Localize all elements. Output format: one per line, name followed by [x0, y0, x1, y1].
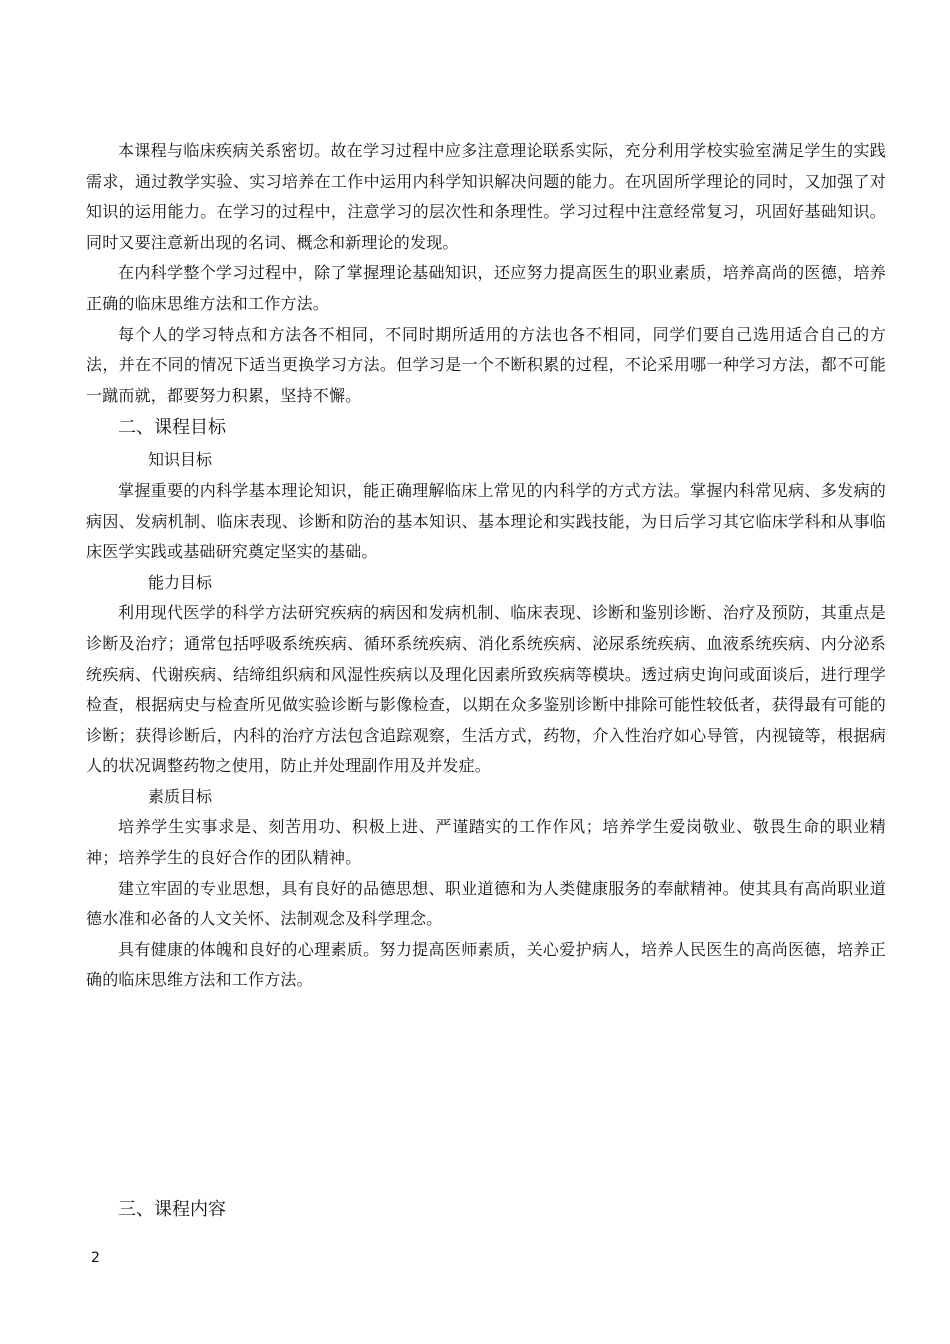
- quality-goal-paragraph-1: 培养学生实事求是、刻苦用功、积极上进、严谨踏实的工作作风；培养学生爱岗敬业、敬畏生命的职业精神；培养学生的良好合作的团队精神。: [86, 817, 886, 868]
- section2-heading: 二、课程目标: [118, 417, 226, 439]
- intro-paragraph-3: 每个人的学习特点和方法各不相同，不同时期所适用的方法也各不相同，同学们要自己选用适合自己的方法，并在不同的情况下适当更换学习方法。但学习是一个不断积累的过程，不论采用哪一种学习方法，都不可能一蹴而就，都要努力积累，坚持不懈。: [86, 324, 886, 405]
- ability-goal-heading: 能力目标: [148, 572, 213, 592]
- intro-paragraph-2: 在内科学整个学习过程中，除了掌握理论基础知识，还应努力提高医生的职业素质，培养高尚的医德，培养正确的临床思维方法和工作方法。: [86, 263, 886, 313]
- knowledge-goal-heading: 知识目标: [148, 450, 213, 470]
- quality-goal-paragraph-3: 具有健康的体魄和良好的心理素质。努力提高医师素质，关心爱护病人，培养人民医生的高尚医德，培养正确的临床思维方法和工作方法。: [86, 939, 886, 990]
- intro-paragraph-1: 本课程与临床疾病关系密切。故在学习过程中应多注意理论联系实际，充分利用学校实验室满足学生的实践需求，通过教学实验、实习培养在工作中运用内科学知识解决问题的能力。在巩固所学理论的同时，又加强了对知识的运用能力。在学习的过程中，注意学习的层次性和条理性。学习过程中注意经常复习，巩固好基础知识。同时又要注意新出现的名词、概念和新理论的发现。: [86, 141, 886, 252]
- quality-goal-heading: 素质目标: [148, 786, 213, 806]
- page-number: 2: [91, 1250, 100, 1266]
- main-text-block: [86, 136, 886, 996]
- section3-heading: 三、课程内容: [118, 1199, 226, 1220]
- ability-goal-paragraph: 利用现代医学的科学方法研究疾病的病因和发病机制、临床表现、诊断和鉴别诊断、治疗及预防，其重点是诊断及治疗；通常包括呼吸系统疾病、循环系统疾病、消化系统疾病、泌尿系统疾病、血液系统疾病、内分泌系统疾病、代谢疾病、结缔组织病和风湿性疾病以及理化因素所致疾病等模块。透过病史询问或面谈后，进行理学检查，根据病史与检查所见做实验诊断与影像检查，以期在众多鉴别诊断中排除可能性较低者，获得最有可能的诊断；获得诊断后，内科的治疗方法包含追踪观察，生活方式，药物，介入性治疗如心导管，内视镜等，根据病人的状况调整药物之使用，防止并处理副作用及并发症。: [86, 603, 886, 776]
- quality-goal-paragraph-2: 建立牢固的专业思想，具有良好的品德思想、职业道德和为人类健康服务的奉献精神。使其具有高尚职业道德水准和必备的人文关怀、法制观念及科学理念。: [86, 878, 886, 929]
- knowledge-goal-paragraph: 掌握重要的内科学基本理论知识，能正确理解临床上常见的内科学的方式方法。掌握内科常见病、多发病的病因、发病机制、临床表现、诊断和防治的基本知识、基本理论和实践技能，为日后学习其它临床学科和从事临床医学实践或基础研究奠定坚实的基础。: [86, 480, 886, 562]
